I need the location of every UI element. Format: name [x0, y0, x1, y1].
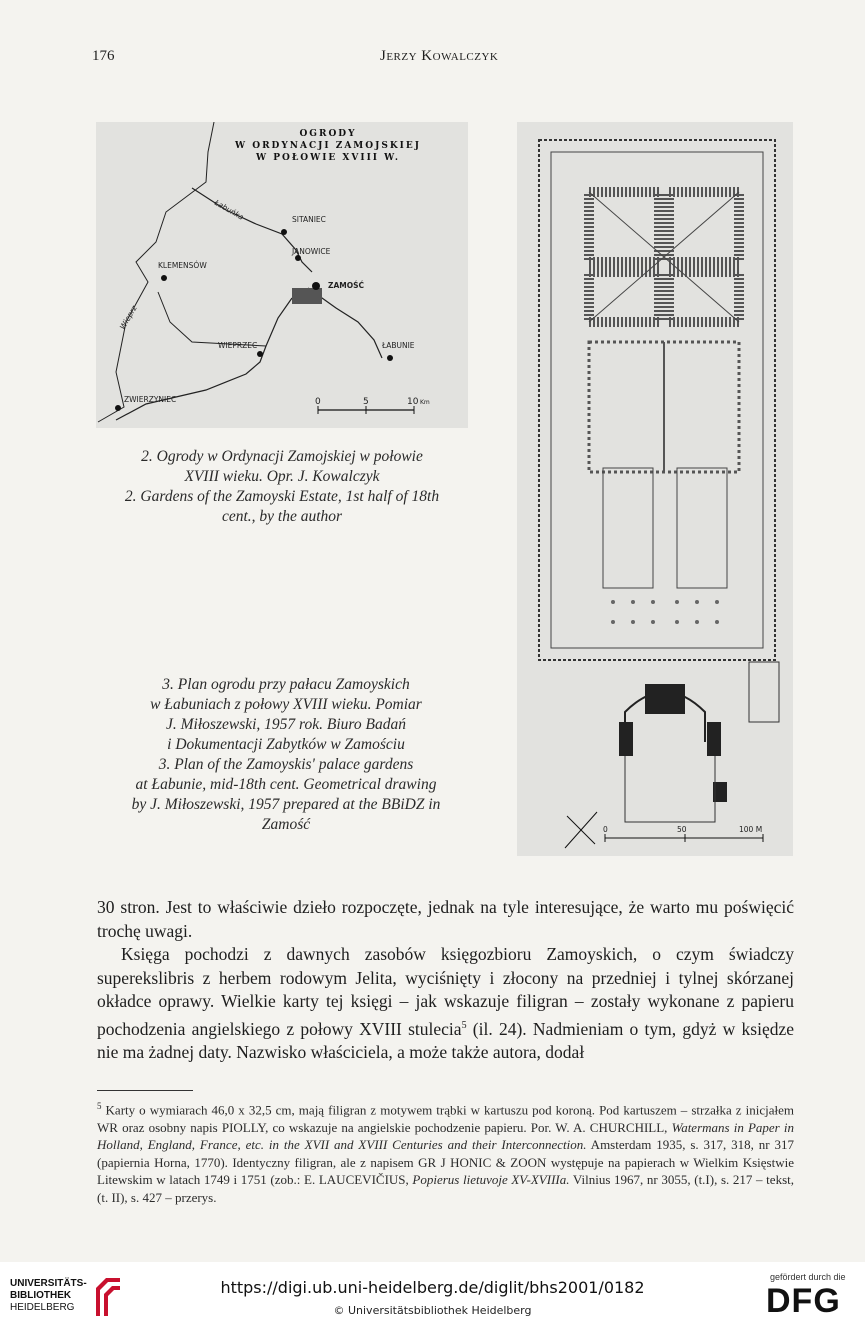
svg-text:100 M: 100 M	[739, 825, 763, 834]
map-drawing	[96, 122, 468, 428]
caption-line: cent., by the author	[221, 508, 343, 525]
caption-line: i Dokumentacji Zabytków w Zamościu	[167, 736, 405, 753]
svg-text:0: 0	[315, 397, 321, 407]
label-river-labunka: Łabuńka	[213, 197, 246, 222]
sitaniec-dot	[281, 229, 287, 235]
caption-line: 2. Ogrody w Ordynacji Zamojskiej w połowie	[141, 448, 423, 465]
figure-2-map	[96, 122, 468, 428]
caption-line: J. Miłoszewski, 1957 rok. Biuro Badań	[166, 716, 406, 733]
svg-text:50: 50	[677, 825, 687, 834]
dfg-logo[interactable]: DFG	[766, 1282, 841, 1320]
river-branch	[158, 292, 266, 346]
north-arrow-icon	[565, 812, 597, 848]
label-river-wieprz: Wieprz	[117, 304, 139, 331]
copyright-notice: © Universitätsbibliothek Heidelberg	[333, 1304, 532, 1317]
running-head: Jerzy Kowalczyk	[380, 48, 499, 64]
footnote-mark: 5	[97, 1101, 102, 1111]
footnote-rule	[97, 1090, 193, 1091]
boundary-line	[98, 122, 214, 422]
labunie-dot	[387, 355, 393, 361]
paragraph: 30 stron. Jest to właściwie dzieło rozpoczęte, jednak na tyle interesujące, że warto mu poświęcić trochę uwagi.	[97, 897, 794, 941]
figure-3-caption	[96, 675, 476, 835]
klemensow-dot	[161, 275, 167, 281]
caption-line: 3. Plan of the Zamoyskis' palace gardens	[158, 756, 414, 773]
caption-line: 2. Gardens of the Zamoyski Estate, 1st half of 18th	[124, 488, 440, 505]
svg-text:5: 5	[363, 397, 369, 407]
map-scale-bar	[315, 397, 430, 414]
funded-by-label: gefördert durch die	[770, 1272, 846, 1282]
caption-line: XVIII wieku. Opr. J. Kowalczyk	[184, 468, 380, 485]
map-title-line-3: W POŁOWIE XVIII W.	[256, 153, 400, 163]
label-zwierzyniec: ZWIERZYNIEC	[124, 395, 177, 404]
label-zamosc: ZAMOŚĆ	[328, 281, 364, 290]
wieprzec-dot	[257, 351, 263, 357]
svg-text:10: 10	[407, 397, 419, 407]
map-title-line-1: OGRODY	[299, 129, 357, 139]
label-sitaniec: SITANIEC	[292, 215, 326, 224]
body-text	[97, 896, 794, 1064]
figure-3-garden-plan	[517, 122, 793, 856]
river-labunka	[192, 188, 312, 272]
caption-line: Zamość	[261, 816, 311, 833]
paragraph: Księga pochodzi z dawnych zasobów księgozbioru Zamoyskich, o czym świadczy superekslibris z herbem rodowym Jelita, wyciśnięty i złocony na przedniej i tylnej skórzanej okładce oprawy. Wielkie karty tej księgi – jak wskazuje filigran – zostały wykonane z papieru pochodzenia angielskiego z połowy XVIII stulecia$^5$ (il. 24). Nadmieniam o tym, gdyż w księdze nie ma żadnej daty. Nazwisko właściciela, a może także autora, dodał	[97, 944, 794, 1062]
digitization-footer	[0, 1262, 865, 1330]
svg-text:0: 0	[603, 825, 608, 834]
label-klemensow: KLEMENSÓW	[158, 261, 207, 270]
zwierzyniec-dot	[115, 405, 121, 411]
caption-line: by J. Miłoszewski, 1957 prepared at the BBiDZ in	[131, 796, 441, 813]
label-wieprzec: WIEPRZEC	[218, 341, 258, 350]
svg-text:Km: Km	[420, 399, 430, 406]
caption-line: w Łabuniach z połowy XVIII wieku. Pomiar	[150, 696, 422, 713]
footnote: $^5$ Karty o wymiarach 46,0 x 32,5 cm, mają filigran z motywem trąbki w kartuszu pod koroną. Pod kartuszem – strzałka z inicjałem WR oraz osobny napis PIOLLY, co wskazuje na angielskie pochodzenie papieru. Por. W. A. CHURCHILL, Watermans in Paper in Holland, England, France, etc. in the XVII and XVIII Centuries and their Interconnection. Amsterdam 1935, s. 317, 318, nr 317 (papiernia Horna, 1770). Identyczny filigran, ale z napisem GR J HONIC & ZOON występuje na papierach w Wielkim Księstwie Litewskim w latach 1749 i 1751 (zob.: E. LAUCEVIČIUS, Popierus lietuvoje XV-XVIIIa. Vilnius 1967, nr 3055, (t.I), s. 217 – tekst, (t. II), s. 427 – przerys.	[97, 1101, 795, 1205]
caption-line: 3. Plan ogrodu przy pałacu Zamoyskich	[162, 676, 410, 693]
footnote-ref[interactable]: 5	[461, 1019, 467, 1031]
label-labunie: ŁABUNIE	[382, 341, 415, 350]
zamosc-town-block	[292, 288, 322, 304]
caption-line: at Łabunie, mid-18th cent. Geometrical drawing	[135, 776, 437, 793]
map-title-line-2: W ORDYNACJI ZAMOJSKIEJ	[234, 141, 422, 151]
library-logo[interactable]: UNIVERSITÄTS- BIBLIOTHEK HEIDELBERG	[10, 1274, 128, 1320]
garden-plan-drawing	[517, 122, 793, 856]
page-url-link[interactable]: https://digi.ub.uni-heidelberg.de/diglit/bhs2001/0182	[220, 1278, 645, 1297]
figure-2-caption	[96, 447, 468, 527]
plan-scale-bar	[603, 825, 763, 842]
page-number: 176	[92, 48, 115, 64]
label-janowice: JANOWICE	[292, 247, 331, 256]
zamosc-dot	[312, 282, 320, 290]
